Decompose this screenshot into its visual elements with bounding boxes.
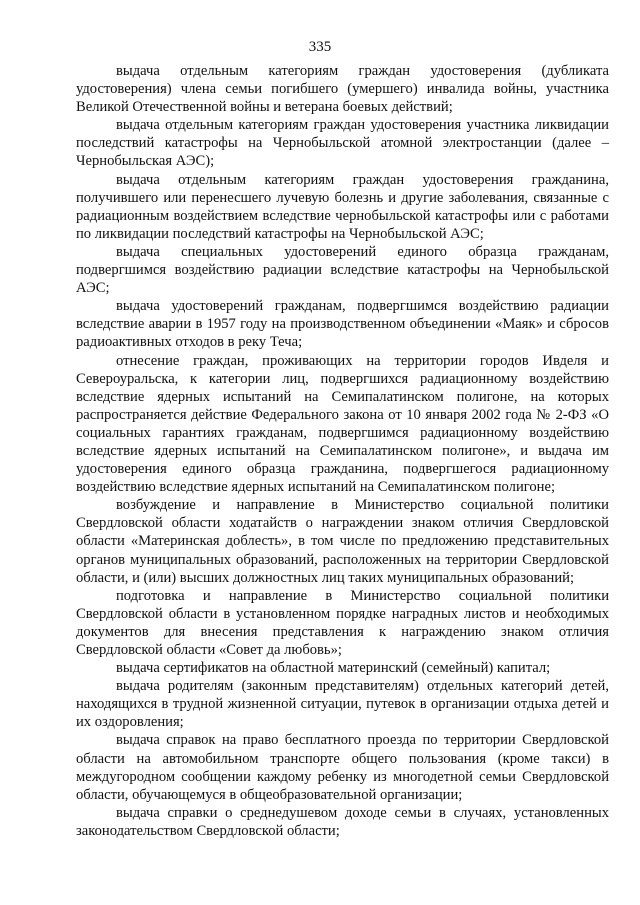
paragraph: выдача справок на право бесплатного проезда по территории Свердловской области на автомобильном транспорте общего пользования (кроме такси) в междугородном сообщении каждому ребенку из многодетной семьи Свердловской области, обучающемуся в общеобразовательной организации; xyxy=(76,732,609,803)
paragraph: возбуждение и направление в Министерство социальной политики Свердловской области ходатайств о награждении знаком отличия Свердловской области «Материнская доблесть», в том числе по предложению представительных органов муниципальных образований, расположенных на территории Свердловской области, и (или) высших должностных лиц таких муниципальных образований; xyxy=(76,497,609,586)
paragraph: выдача родителям (законным представителям) отдельных категорий детей, находящихся в трудной жизненной ситуации, путевок в организации отдыха детей и их оздоровления; xyxy=(76,678,609,731)
paragraph: выдача удостоверений гражданам, подвергшимся воздействию радиации вследствие аварии в 1957 году на производственном объединении «Маяк» и сбросов радиоактивных отходов в реку Теча; xyxy=(76,298,609,351)
document-body xyxy=(76,62,609,840)
paragraph: выдача сертификатов на областной материнский (семейный) капитал; xyxy=(116,660,551,677)
paragraph: выдача отдельным категориям граждан удостоверения гражданина, получившего или перенесшего лучевую болезнь и другие заболевания, связанные с радиационным воздействием вследствие чернобыльской катастрофы или с работами по ликвидации последствий катастрофы на Чернобыльской АЭС; xyxy=(76,171,609,242)
page-number: 335 xyxy=(308,39,332,55)
paragraph: отнесение граждан, проживающих на территории городов Ивделя и Североуральска, к категории лиц, подвергшихся радиационному воздействию вследствие ядерных испытаний на Семипалатинском полигоне, на которых распространяется действие Федерального закона от 10 января 2002 года № 2-ФЗ «О социальных гарантиях гражданам, подвергшимся радиационному воздействию вследствие ядерных испытаний на Семипалатинском полигоне», и выдача им удостоверения единого образца гражданина, подвергшегося радиационному воздействию вследствие ядерных испытаний на Семипалатинском полигоне; xyxy=(76,352,609,496)
paragraph: выдача справки о среднедушевом доходе семьи в случаях, установленных законодательством Свердловской области; xyxy=(76,804,609,839)
paragraph: выдача отдельным категориям граждан удостоверения (дубликата удостоверения) члена семьи погибшего (умершего) инвалида войны, участника Великой Отечественной войны и ветерана боевых действий; xyxy=(76,63,609,116)
paragraph: выдача отдельным категориям граждан удостоверения участника ликвидации последствий катастрофы на Чернобыльской атомной электростанции (далее – Чернобыльская АЭС); xyxy=(76,117,609,170)
paragraph: подготовка и направление в Министерство социальной политики Свердловской области в установленном порядке наградных листов и необходимых документов для внесения представления к награждению знаком отличия Свердловской области «Совет да любовь»; xyxy=(76,587,609,658)
paragraph: выдача специальных удостоверений единого образца гражданам, подвергшимся воздействию радиации вследствие катастрофы на Чернобыльской АЭС; xyxy=(76,243,609,297)
